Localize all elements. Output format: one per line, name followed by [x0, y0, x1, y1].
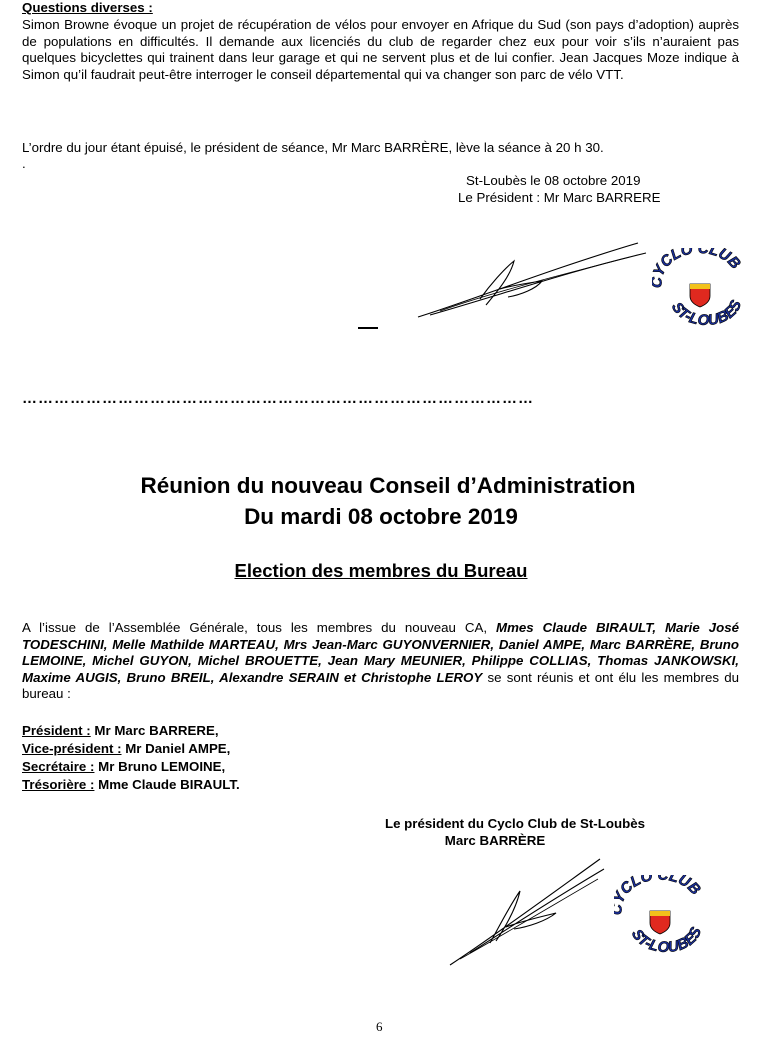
role-label: Trésorière :: [22, 777, 95, 792]
svg-text:CYCLO CLUB: [614, 875, 704, 915]
signer-title: Le Président : Mr Marc BARRERE: [458, 190, 661, 205]
role-label: Président :: [22, 723, 91, 738]
role-name: Mr Bruno LEMOINE,: [94, 759, 226, 774]
signature-dash: [358, 327, 378, 329]
meeting-date-title: [0, 503, 762, 531]
subtitle-text: Election des membres du Bureau: [234, 560, 528, 581]
role-name: Mme Claude BIRAULT.: [94, 777, 240, 792]
logo-2-line1: CLO CLUB: [616, 875, 704, 899]
logo-1-line1: CLO CLUB: [656, 248, 744, 273]
bureau-subtitle: [0, 560, 762, 582]
svg-text:CYCLO CLUB: [652, 248, 744, 288]
meeting-title: [0, 472, 776, 500]
role-name: Mr Daniel AMPE,: [121, 741, 231, 756]
bureau-row-treasurer: [22, 776, 240, 794]
role-name: Mr Marc BARRERE,: [90, 723, 219, 738]
questions-paragraph: Simon Browne évoque un projet de récupération de vélos pour envoyer en Afrique du Sud (son pays d’adoption) auprès de populations en difficultés. Il demande aux licenciés du club de regarder chez eux pour voir s’ils n’auraient pas quelques bicyclettes qui trainent dans leur garage et qui ne servent plus et de lui confier. Jean Jacques Moze indique à Simon qu’il faudrait peut-être interroger le conseil départemental qui va changer son parc de vélo VTT.: [22, 17, 739, 82]
bureau-row-vice-president: [22, 740, 240, 758]
footer-sign-line2: Marc BARRÈRE: [444, 833, 546, 848]
logo-1-line2: ST-LOUBES: [668, 297, 746, 328]
cyclo-club-logo-1: [652, 248, 747, 328]
intro-before: A l’issue de l’Assemblée Générale, tous les membres du nouveau CA,: [22, 620, 497, 635]
members-list: Mmes Claude BIRAULT, Marie José TODESCHINI, Melle Mathilde MARTEAU, Mrs Jean-Marc GUYONVERNIER, Daniel AMPE, Marc BARRÈRE, Bruno LEMOINE, Michel GUYON, Michel BROUETTE, Jean Mary MEUNIER, Philippe COLLIAS, Thomas JANKOWSKI, Maxime AUGIS, Bruno BREIL, Alexandre SERAIN et Christophe LEROY: [22, 620, 739, 685]
meeting-intro: [22, 620, 739, 703]
place-date: St-Loubès le 08 octobre 2019: [466, 173, 641, 188]
bureau-row-secretary: [22, 758, 240, 776]
stray-dot: .: [22, 156, 26, 171]
dotted-separator: ……………………………………………………………………………………: [22, 390, 534, 407]
page-number: 6: [376, 1019, 383, 1034]
signature-1: [410, 235, 660, 325]
bureau-list: [22, 722, 240, 794]
logo-2-line2: ST-LOUBES: [628, 924, 706, 955]
bureau-row-president: [22, 722, 240, 740]
footer-sign-line1: Le président du Cyclo Club de St-Loubès: [384, 816, 646, 831]
role-label: Vice-président :: [22, 741, 122, 756]
closing-paragraph: L’ordre du jour étant épuisé, le président de séance, Mr Marc BARRÈRE, lève la séance à 20 h 30.: [22, 140, 604, 155]
cyclo-club-logo-2: [614, 875, 709, 955]
questions-heading: Questions diverses :: [22, 0, 153, 15]
signature-2: [440, 855, 610, 970]
intro-after: se sont réunis et ont élu les membres du bureau :: [22, 669, 739, 701]
meeting-title-line2: Du mardi 08 octobre 2019: [244, 504, 518, 529]
meeting-title-line1: Réunion du nouveau Conseil d’Administration: [140, 473, 636, 498]
role-label: Secrétaire :: [22, 759, 95, 774]
footer-sign-block: [340, 815, 690, 849]
